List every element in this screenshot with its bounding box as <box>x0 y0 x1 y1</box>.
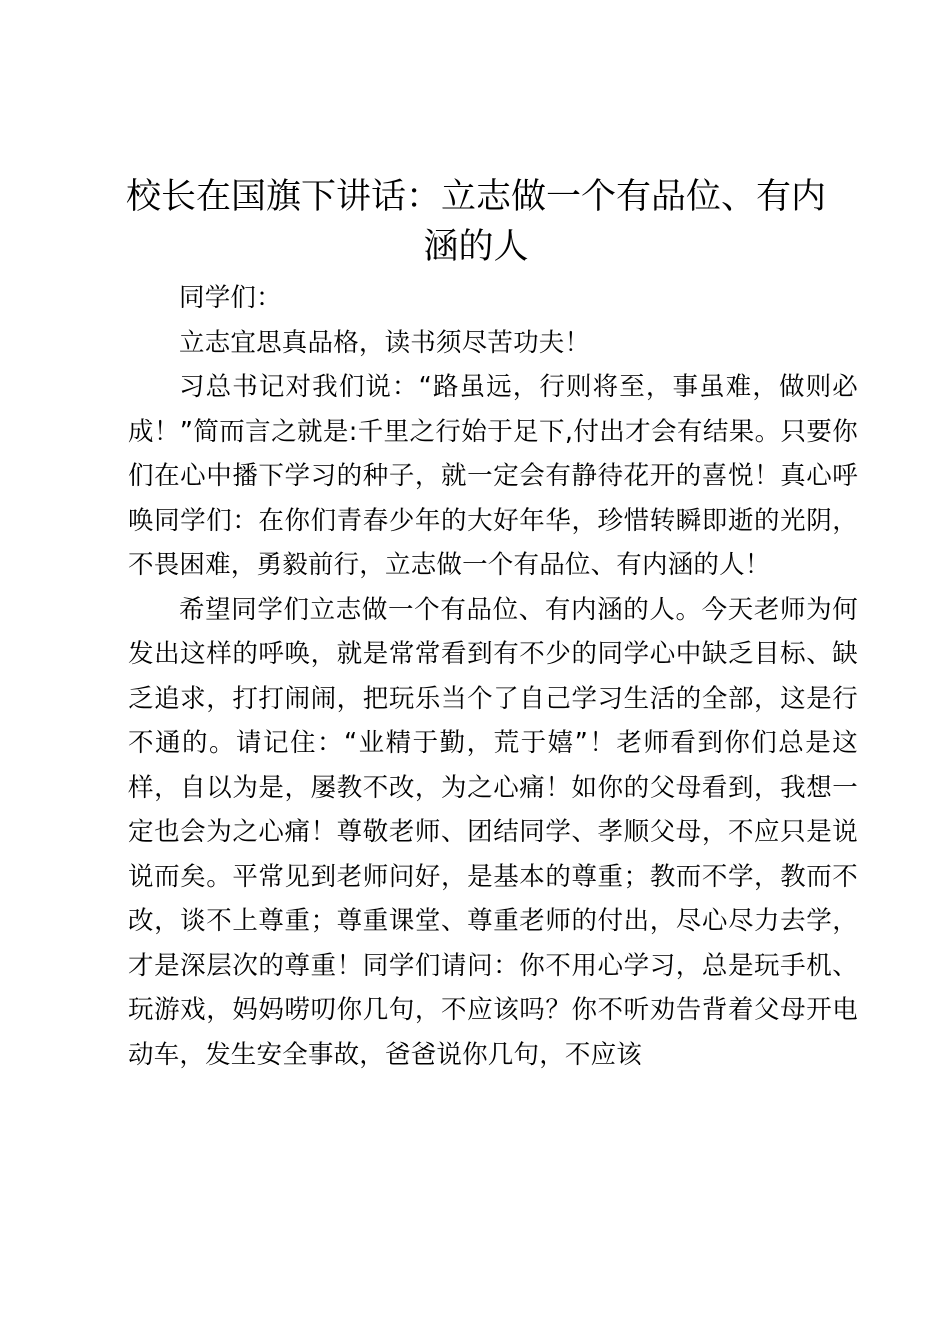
paragraph-main: 希望同学们立志做一个有品位、有内涵的人。今天老师为何发出这样的呼唤，就是常常看到有不少的同学心中缺乏目标、缺乏追求，打打闹闹，把玩乐当个了自己学习生活的全部，这是行不通的。请记住：“业精于勤，荒于嬉”！老师看到你们总是这样，自以为是，屡教不改，为之心痛！如你的父母看到，我想一定也会为之心痛！尊敬老师、团结同学、孝顺父母，不应只是说说而矣。平常见到老师问好，是基本的尊重；教而不学，教而不改，谈不上尊重；尊重课堂、尊重老师的付出，尽心尽力去学，才是深层次的尊重！同学们请问：你不用心学习，总是玩手机、玩游戏，妈妈唠叨你几句，不应该吗？你不听劝告背着父母开电动车，发生安全事故，爸爸说你几句，不应该 <box>128 594 858 1070</box>
document-title: 校长在国旗下讲话：立志做一个有品位、有内涵的人 <box>125 177 826 267</box>
document-body <box>128 276 858 1077</box>
paragraph-salutation: 同学们： <box>179 283 282 313</box>
paragraph-motto: 立志宜思真品格，读书须尽苦功夫！ <box>179 327 591 358</box>
paragraph-quote: 习总书记对我们说：“路虽远，行则将至，事虽难，做则必成！”简而言之就是:千里之行始于足下,付出才会有结果。只要你们在心中播下学习的种子，就一定会有静待花开的喜悦！真心呼唤同学们：在你们青春少年的大好年华，珍惜转瞬即逝的光阴，不畏困难，勇毅前行，立志做一个有品位、有内涵的人！ <box>128 372 858 580</box>
